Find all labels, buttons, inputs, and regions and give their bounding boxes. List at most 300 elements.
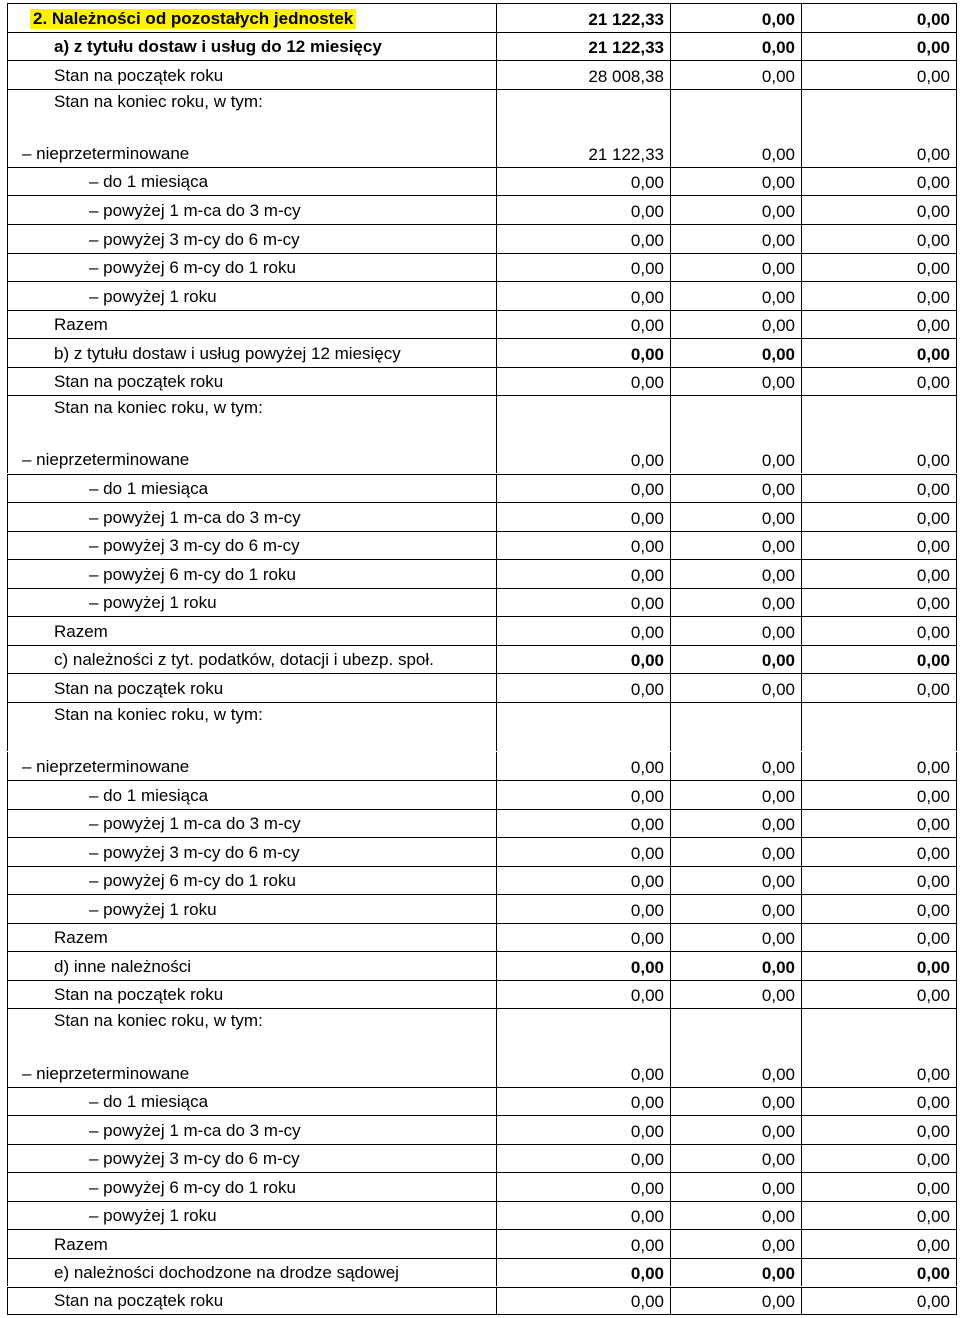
row-label-cell — [7, 531, 496, 560]
value-cell-2 — [670, 531, 801, 560]
table-row — [7, 310, 957, 339]
value-cell-1 — [496, 923, 670, 952]
table-row — [7, 809, 957, 838]
value-cell-3 — [801, 531, 957, 560]
row-label: – do 1 miesiąca — [89, 785, 209, 805]
value-cell-3 — [801, 224, 957, 253]
table-row — [7, 474, 957, 503]
row-label: Stan na początek roku — [54, 678, 224, 698]
value-cell-1 — [496, 1229, 670, 1258]
value-cell-2 — [670, 1287, 801, 1316]
value-cell-3 — [801, 138, 957, 167]
value-cell-1 — [496, 980, 670, 1009]
row-value: 0,00 — [630, 1264, 664, 1284]
value-cell-3 — [801, 866, 957, 895]
value-cell-2 — [670, 474, 801, 503]
row-value: 0,00 — [761, 651, 795, 671]
row-label-cell — [7, 809, 496, 838]
row-label-cell — [7, 616, 496, 645]
row-value: 0,00 — [761, 201, 795, 221]
value-cell-3 — [801, 588, 957, 617]
value-cell-2 — [670, 281, 801, 310]
row-label-cell — [7, 588, 496, 617]
row-value: 0,00 — [916, 758, 950, 777]
row-label-cell — [7, 89, 496, 139]
row-label: – do 1 miesiąca — [89, 479, 209, 498]
row-label: Razem — [54, 1234, 108, 1254]
value-cell-1 — [496, 1058, 670, 1087]
value-cell-1 — [496, 167, 670, 196]
row-label: – nieprzeterminowane — [22, 757, 190, 776]
value-cell-1 — [496, 951, 670, 980]
row-value: 0,00 — [630, 316, 664, 336]
value-cell-3 — [801, 616, 957, 645]
row-value: 0,00 — [916, 1150, 950, 1170]
value-cell-1 — [496, 89, 670, 139]
row-value: 0,00 — [630, 508, 664, 528]
row-value: 0,00 — [916, 986, 950, 1006]
row-value: 0,00 — [916, 594, 950, 614]
row-value: 0,00 — [761, 986, 795, 1006]
table-row — [7, 923, 957, 952]
row-value: 0,00 — [630, 1093, 664, 1113]
value-cell-3 — [801, 1008, 957, 1058]
row-value: 0,00 — [630, 287, 664, 307]
value-cell-2 — [670, 1258, 801, 1287]
row-value: 0,00 — [916, 651, 950, 671]
row-value: 0,00 — [761, 929, 795, 949]
row-label: Stan na początek roku — [54, 1291, 224, 1310]
row-value: 21 122,33 — [588, 144, 664, 164]
row-value: 0,00 — [630, 451, 664, 471]
row-value: 0,00 — [761, 622, 795, 642]
row-value: 0,00 — [916, 259, 950, 278]
row-label: – powyżej 3 m-cy do 6 m-cy — [89, 1149, 300, 1169]
value-cell-3 — [801, 395, 957, 445]
value-cell-1 — [496, 752, 670, 781]
table-row — [7, 980, 957, 1009]
row-value: 0,00 — [630, 1150, 664, 1170]
row-value: 0,00 — [916, 786, 950, 806]
table-row — [7, 1287, 957, 1316]
row-value: 0,00 — [916, 66, 950, 86]
value-cell-2 — [670, 338, 801, 367]
value-cell-1 — [496, 559, 670, 588]
row-value: 0,00 — [630, 537, 664, 557]
table-row — [7, 32, 957, 61]
row-value: 0,00 — [916, 872, 950, 892]
row-label-cell — [7, 60, 496, 89]
value-cell-3 — [801, 60, 957, 89]
value-cell-2 — [670, 195, 801, 224]
row-value: 0,00 — [916, 287, 950, 307]
value-cell-3 — [801, 1144, 957, 1173]
value-cell-3 — [801, 310, 957, 339]
value-cell-1 — [496, 60, 670, 89]
row-value: 0,00 — [761, 1178, 795, 1198]
row-label-cell — [7, 980, 496, 1009]
value-cell-2 — [670, 588, 801, 617]
row-value: 0,00 — [916, 1264, 950, 1284]
row-label-cell — [7, 1172, 496, 1201]
value-cell-1 — [496, 253, 670, 282]
row-value: 0,00 — [761, 1064, 795, 1084]
row-label-cell — [7, 32, 496, 61]
value-cell-3 — [801, 837, 957, 866]
value-cell-2 — [670, 310, 801, 339]
row-value: 0,00 — [761, 1150, 795, 1170]
row-label-cell — [7, 474, 496, 503]
row-value: 0,00 — [630, 622, 664, 642]
table-row — [7, 894, 957, 923]
value-cell-1 — [496, 1115, 670, 1144]
row-label-cell — [7, 138, 496, 167]
row-value: 0,00 — [761, 480, 795, 499]
row-value: 0,00 — [761, 1264, 795, 1284]
row-label: Razem — [54, 928, 108, 948]
table-row — [7, 559, 957, 588]
row-value: 0,00 — [761, 38, 795, 57]
row-label-cell — [7, 367, 496, 396]
value-cell-2 — [670, 616, 801, 645]
row-label: a) z tytułu dostaw i usług do 12 miesięcy — [54, 37, 382, 56]
row-value: 0,00 — [916, 679, 950, 699]
row-label: – powyżej 1 roku — [89, 1206, 217, 1226]
table-row — [7, 167, 957, 196]
value-cell-1 — [496, 616, 670, 645]
value-cell-1 — [496, 138, 670, 167]
row-label-cell — [7, 702, 496, 752]
value-cell-1 — [496, 866, 670, 895]
row-value: 0,00 — [761, 565, 795, 585]
row-value: 0,00 — [761, 1292, 795, 1311]
row-label-cell — [7, 673, 496, 702]
row-value: 0,00 — [761, 1093, 795, 1113]
row-label: – powyżej 3 m-cy do 6 m-cy — [89, 842, 300, 862]
row-value: 0,00 — [916, 144, 950, 164]
table-row — [7, 195, 957, 224]
row-value: 0,00 — [761, 9, 795, 29]
value-cell-2 — [670, 253, 801, 282]
value-cell-1 — [496, 809, 670, 838]
row-label-cell — [7, 837, 496, 866]
value-cell-1 — [496, 367, 670, 396]
row-value: 0,00 — [916, 565, 950, 585]
table-row — [7, 1144, 957, 1173]
value-cell-3 — [801, 32, 957, 61]
row-label: – powyżej 1 roku — [89, 593, 217, 613]
value-cell-1 — [496, 531, 670, 560]
row-value: 0,00 — [761, 957, 795, 977]
row-value: 0,00 — [761, 373, 795, 393]
value-cell-3 — [801, 502, 957, 531]
table-row — [7, 866, 957, 895]
table-row — [7, 138, 957, 167]
value-cell-1 — [496, 673, 670, 702]
row-label-cell — [7, 559, 496, 588]
row-value: 0,00 — [916, 230, 950, 250]
row-value: 0,00 — [761, 758, 795, 777]
row-label: Stan na koniec roku, w tym: — [54, 1011, 263, 1031]
value-cell-1 — [496, 894, 670, 923]
row-value: 0,00 — [630, 201, 664, 221]
value-cell-3 — [801, 1087, 957, 1116]
row-value: 0,00 — [630, 565, 664, 585]
row-label: – do 1 miesiąca — [89, 1092, 209, 1112]
value-cell-3 — [801, 281, 957, 310]
row-label: Stan na początek roku — [54, 65, 224, 85]
row-label: – nieprzeterminowane — [22, 450, 190, 470]
row-value: 0,00 — [916, 1121, 950, 1141]
row-value: 0,00 — [630, 786, 664, 806]
value-cell-1 — [496, 310, 670, 339]
row-value: 0,00 — [916, 1093, 950, 1113]
value-cell-2 — [670, 167, 801, 196]
row-label: Stan na początek roku — [54, 985, 224, 1005]
row-value: 0,00 — [761, 786, 795, 806]
row-value: 0,00 — [916, 815, 950, 835]
row-value: 0,00 — [916, 344, 950, 364]
row-label: – powyżej 6 m-cy do 1 roku — [89, 258, 296, 277]
table-row — [7, 89, 957, 139]
table-row — [7, 60, 957, 89]
row-value: 0,00 — [761, 66, 795, 86]
value-cell-2 — [670, 1172, 801, 1201]
row-value: 0,00 — [916, 1064, 950, 1084]
table-row — [7, 1229, 957, 1258]
row-value: 0,00 — [761, 1121, 795, 1141]
row-value: 0,00 — [630, 344, 664, 364]
table-row — [7, 1087, 957, 1116]
value-cell-2 — [670, 445, 801, 474]
value-cell-2 — [670, 32, 801, 61]
row-value: 0,00 — [761, 843, 795, 863]
value-cell-1 — [496, 1172, 670, 1201]
value-cell-3 — [801, 980, 957, 1009]
table-row — [7, 616, 957, 645]
value-cell-1 — [496, 645, 670, 674]
value-cell-2 — [670, 60, 801, 89]
table-row — [7, 951, 957, 980]
value-cell-2 — [670, 673, 801, 702]
row-label-cell — [7, 752, 496, 781]
row-label-cell — [7, 866, 496, 895]
value-cell-2 — [670, 1144, 801, 1173]
value-cell-1 — [496, 837, 670, 866]
row-label-cell — [7, 1008, 496, 1058]
row-label-cell — [7, 780, 496, 809]
table-row — [7, 338, 957, 367]
row-value: 0,00 — [916, 1235, 950, 1255]
value-cell-3 — [801, 1229, 957, 1258]
value-cell-3 — [801, 1287, 957, 1316]
row-value: 0,00 — [916, 929, 950, 949]
value-cell-1 — [496, 780, 670, 809]
row-value: 0,00 — [916, 843, 950, 863]
table-row — [7, 445, 957, 474]
row-value: 0,00 — [761, 230, 795, 250]
value-cell-1 — [496, 1144, 670, 1173]
table-row — [7, 780, 957, 809]
row-label-cell — [7, 310, 496, 339]
row-value: 0,00 — [761, 594, 795, 614]
table-row — [7, 1201, 957, 1230]
row-value: 0,00 — [630, 1292, 664, 1311]
value-cell-3 — [801, 673, 957, 702]
row-label: Stan na koniec roku, w tym: — [54, 91, 263, 111]
value-cell-3 — [801, 3, 957, 32]
row-label: Stan na początek roku — [54, 372, 224, 392]
value-cell-2 — [670, 951, 801, 980]
table-row — [7, 1258, 957, 1287]
value-cell-2 — [670, 894, 801, 923]
value-cell-2 — [670, 980, 801, 1009]
row-label: – powyżej 1 m-ca do 3 m-cy — [89, 200, 301, 220]
value-cell-3 — [801, 752, 957, 781]
row-label-cell — [7, 1115, 496, 1144]
row-label: – powyżej 1 roku — [89, 286, 217, 306]
row-label: – powyżej 6 m-cy do 1 roku — [89, 871, 296, 891]
row-value: 0,00 — [916, 957, 950, 977]
table-row — [7, 367, 957, 396]
row-label: – do 1 miesiąca — [89, 172, 209, 192]
value-cell-3 — [801, 1201, 957, 1230]
row-value: 0,00 — [761, 508, 795, 528]
row-value: 0,00 — [761, 815, 795, 835]
value-cell-1 — [496, 1008, 670, 1058]
value-cell-2 — [670, 3, 801, 32]
value-cell-2 — [670, 752, 801, 781]
row-label: – powyżej 1 m-ca do 3 m-cy — [89, 507, 301, 527]
row-value: 0,00 — [916, 173, 950, 193]
value-cell-1 — [496, 3, 670, 32]
row-value: 0,00 — [630, 373, 664, 393]
row-value: 0,00 — [916, 508, 950, 528]
row-value: 0,00 — [630, 1178, 664, 1198]
value-cell-3 — [801, 809, 957, 838]
row-value: 0,00 — [916, 900, 950, 920]
value-cell-3 — [801, 645, 957, 674]
row-value: 0,00 — [761, 259, 795, 278]
value-cell-3 — [801, 89, 957, 139]
value-cell-2 — [670, 866, 801, 895]
value-cell-1 — [496, 1258, 670, 1287]
row-value: 0,00 — [630, 230, 664, 250]
row-value: 0,00 — [916, 373, 950, 393]
row-value: 0,00 — [916, 9, 950, 29]
value-cell-2 — [670, 809, 801, 838]
value-cell-3 — [801, 474, 957, 503]
row-value: 0,00 — [916, 201, 950, 221]
row-value: 0,00 — [630, 1207, 664, 1227]
row-value: 0,00 — [761, 679, 795, 699]
value-cell-1 — [496, 32, 670, 61]
row-label-cell — [7, 645, 496, 674]
table-row — [7, 837, 957, 866]
row-label: – nieprzeterminowane — [22, 1063, 190, 1083]
row-label-cell — [7, 224, 496, 253]
row-value: 0,00 — [630, 259, 664, 278]
row-label-cell — [7, 1201, 496, 1230]
row-value: 0,00 — [630, 480, 664, 499]
row-value: 0,00 — [761, 1207, 795, 1227]
row-value: 21 122,33 — [588, 9, 664, 29]
value-cell-2 — [670, 138, 801, 167]
row-value: 0,00 — [630, 986, 664, 1006]
row-label: 2. Należności od pozostałych jednostek — [30, 9, 356, 29]
value-cell-2 — [670, 780, 801, 809]
row-value: 0,00 — [916, 316, 950, 336]
row-label: – powyżej 3 m-cy do 6 m-cy — [89, 536, 300, 556]
value-cell-2 — [670, 502, 801, 531]
row-label-cell — [7, 502, 496, 531]
row-label: – powyżej 3 m-cy do 6 m-cy — [89, 229, 300, 249]
value-cell-3 — [801, 1258, 957, 1287]
value-cell-3 — [801, 1115, 957, 1144]
row-label: c) należności z tyt. podatków, dotacji i ubezp. społ. — [54, 650, 434, 670]
value-cell-2 — [670, 224, 801, 253]
row-value: 0,00 — [916, 38, 950, 57]
value-cell-1 — [496, 1287, 670, 1316]
value-cell-1 — [496, 195, 670, 224]
table-row — [7, 253, 957, 282]
row-label-cell — [7, 445, 496, 474]
value-cell-1 — [496, 502, 670, 531]
row-value: 0,00 — [630, 1121, 664, 1141]
table-row — [7, 752, 957, 781]
row-value: 0,00 — [630, 679, 664, 699]
value-cell-2 — [670, 395, 801, 445]
row-value: 0,00 — [761, 173, 795, 193]
row-label-cell — [7, 1258, 496, 1287]
row-label: Stan na koniec roku, w tym: — [54, 704, 263, 724]
row-value: 0,00 — [630, 957, 664, 977]
row-value: 0,00 — [916, 537, 950, 557]
row-value: 0,00 — [916, 1292, 950, 1311]
value-cell-2 — [670, 837, 801, 866]
row-value: 0,00 — [630, 929, 664, 949]
row-value: 0,00 — [916, 1207, 950, 1227]
row-label-cell — [7, 395, 496, 445]
row-value: 0,00 — [916, 480, 950, 499]
row-label: e) należności dochodzone na drodze sądowej — [54, 1263, 399, 1283]
row-value: 0,00 — [916, 451, 950, 471]
row-value: 0,00 — [761, 537, 795, 557]
row-value: 0,00 — [630, 594, 664, 614]
value-cell-3 — [801, 367, 957, 396]
value-cell-1 — [496, 338, 670, 367]
row-label: Razem — [54, 621, 108, 641]
value-cell-1 — [496, 588, 670, 617]
value-cell-3 — [801, 780, 957, 809]
row-label-cell — [7, 951, 496, 980]
value-cell-2 — [670, 1115, 801, 1144]
value-cell-2 — [670, 923, 801, 952]
value-cell-2 — [670, 1201, 801, 1230]
value-cell-3 — [801, 951, 957, 980]
row-label: – powyżej 1 m-ca do 3 m-cy — [89, 814, 301, 834]
table-row — [7, 1008, 957, 1058]
row-label-cell — [7, 923, 496, 952]
value-cell-3 — [801, 253, 957, 282]
table-row — [7, 531, 957, 560]
value-cell-1 — [496, 224, 670, 253]
row-value: 0,00 — [761, 287, 795, 307]
value-cell-2 — [670, 559, 801, 588]
row-label-cell — [7, 1287, 496, 1316]
row-value: 21 122,33 — [588, 38, 664, 57]
row-label: b) z tytułu dostaw i usług powyżej 12 miesięcy — [54, 343, 401, 363]
